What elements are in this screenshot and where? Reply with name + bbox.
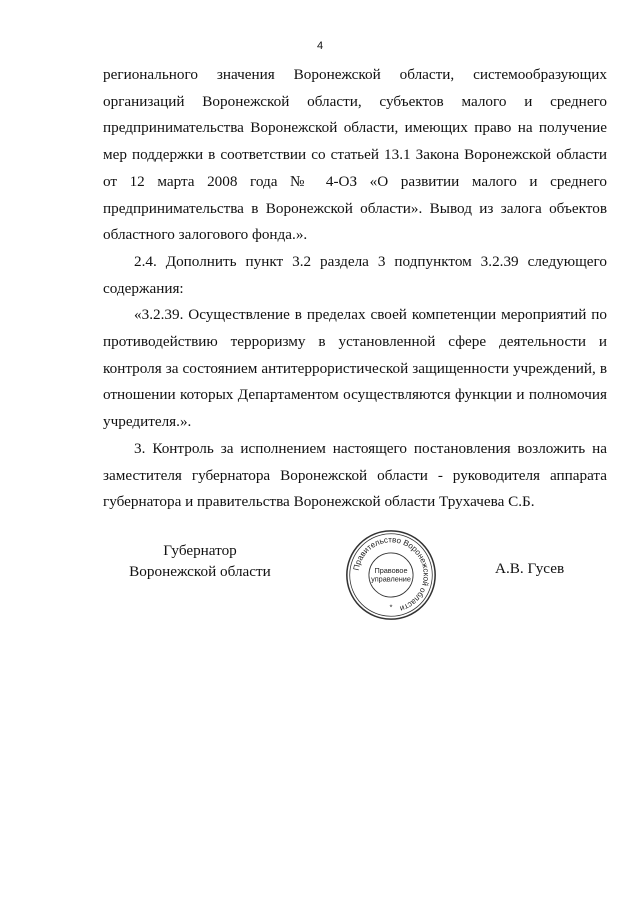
paragraph-continuation: регионального значения Воронежской области, системообразующих организаций Воронежской области, субъектов малого и среднего предпринимательства Воронежской области, имеющих право на получение мер поддержки в соответствии со статьей 13.1 Закона Воронежской области от 12 марта 2008 года № 4-ОЗ «О развитии малого и среднего предпринимательства в Воронежской области». Вывод из залога объектов областного залогового фонда.». bbox=[103, 66, 607, 244]
seal-star-icon: * bbox=[389, 602, 393, 612]
paragraph-2-4: 2.4. Дополнить пункт 3.2 раздела 3 подпунктом 3.2.39 следующего содержания: bbox=[103, 252, 607, 297]
paragraph-3-2-39: «3.2.39. Осуществление в пределах своей компетенции мероприятий по противодействию терроризму в установленной сфере деятельности и контроля за состоянием антитеррористической защищенности учреждений, в отношении которых Департаментом осуществляются функции и полномочия учредителя.». bbox=[103, 306, 607, 431]
signatory-title bbox=[100, 540, 300, 582]
seal-ring-text: Правительство Воронежской области bbox=[351, 535, 431, 614]
seal-center-line2: управление bbox=[371, 574, 411, 584]
signatory-title-line1: Губернатор bbox=[163, 542, 237, 559]
paragraph-3: 3. Контроль за исполнением настоящего постановления возложить на заместителя губернатора Воронежской области - руководителя аппарата губернатора и правительства Воронежской области Трухачева С.Б. bbox=[103, 439, 607, 511]
document-body bbox=[103, 62, 607, 516]
official-seal bbox=[343, 527, 439, 623]
page-number: 4 bbox=[316, 40, 324, 52]
seal-center-line1: Правовое bbox=[374, 566, 408, 576]
signatory-name: А.В. Гусев bbox=[495, 560, 565, 577]
signatory-title-line2: Воронежской области bbox=[129, 563, 271, 580]
